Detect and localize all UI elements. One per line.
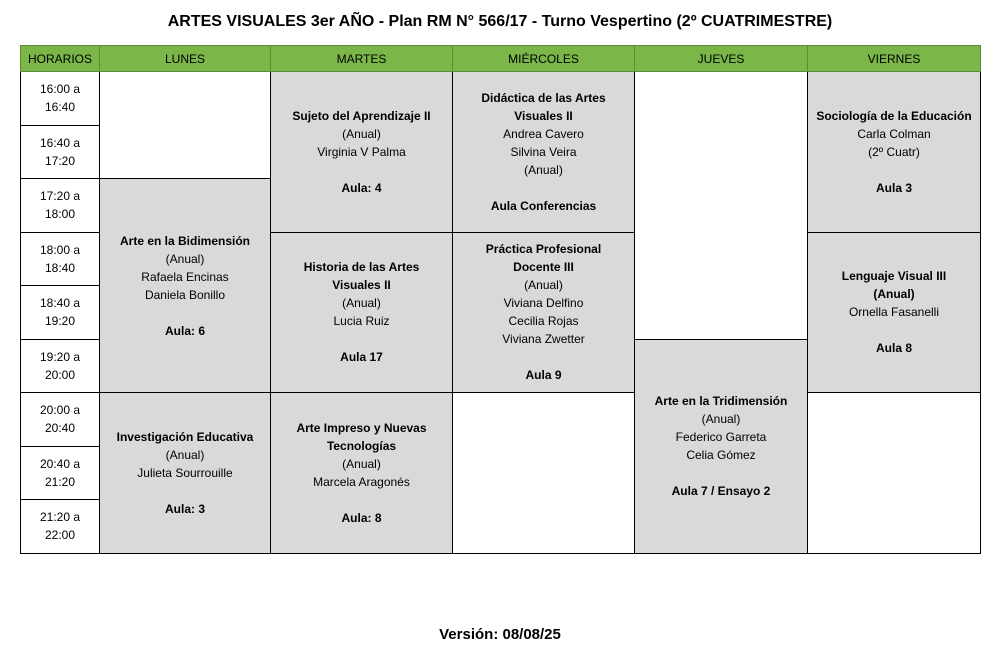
header-jueves: JUEVES <box>635 46 808 72</box>
time-slot: 16:00 a 16:40 <box>21 72 100 126</box>
time-slot: 21:20 a 22:00 <box>21 500 100 554</box>
empty-cell <box>635 72 808 340</box>
schedule-table <box>20 45 981 554</box>
class-cell-investigacion: Investigación Educativa (Anual) Julieta Sourrouille Aula: 3 <box>100 393 271 554</box>
table-row <box>21 72 981 126</box>
empty-cell <box>100 72 271 179</box>
time-slot: 17:20 a 18:00 <box>21 179 100 233</box>
class-cell-practica-profesional: Práctica Profesional Docente III (Anual) Viviana Delfino Cecilia Rojas Viviana Zwetter Aula 9 <box>453 232 635 393</box>
empty-cell <box>808 393 981 554</box>
class-cell-didactica: Didáctica de las Artes Visuales II Andrea Cavero Silvina Veira (Anual) Aula Conferencias <box>453 72 635 233</box>
table-row <box>21 393 981 447</box>
time-slot: 18:40 a 19:20 <box>21 286 100 340</box>
page-title: ARTES VISUALES 3er AÑO - Plan RM N° 566/17 - Turno Vespertino (2º CUATRIMESTRE) <box>167 13 833 30</box>
empty-cell <box>453 393 635 554</box>
header-martes: MARTES <box>271 46 453 72</box>
header-viernes: VIERNES <box>808 46 981 72</box>
class-cell-sujeto-aprendizaje: Sujeto del Aprendizaje II (Anual) Virginia V Palma Aula: 4 <box>271 72 453 233</box>
class-cell-lenguaje-visual: Lenguaje Visual III (Anual) Ornella Fasanelli Aula 8 <box>808 232 981 393</box>
version-label: Versión: 08/08/25 <box>439 626 561 643</box>
time-slot: 18:00 a 18:40 <box>21 232 100 286</box>
header-lunes: LUNES <box>100 46 271 72</box>
class-cell-tridimension: Arte en la Tridimensión (Anual) Federico Garreta Celia Gómez Aula 7 / Ensayo 2 <box>635 339 808 553</box>
header-row <box>21 46 981 72</box>
class-cell-historia-artes: Historia de las Artes Visuales II (Anual) Lucia Ruiz Aula 17 <box>271 232 453 393</box>
class-cell-arte-impreso: Arte Impreso y Nuevas Tecnologías (Anual) Marcela Aragonés Aula: 8 <box>271 393 453 554</box>
class-cell-sociologia: Sociología de la Educación Carla Colman (2º Cuatr) Aula 3 <box>808 72 981 233</box>
time-slot: 16:40 a 17:20 <box>21 125 100 179</box>
header-miercoles: MIÉRCOLES <box>453 46 635 72</box>
time-slot: 19:20 a 20:00 <box>21 339 100 393</box>
header-horarios: HORARIOS <box>21 46 100 72</box>
time-slot: 20:00 a 20:40 <box>21 393 100 447</box>
time-slot: 20:40 a 21:20 <box>21 446 100 500</box>
class-cell-bidimension: Arte en la Bidimensión (Anual) Rafaela Encinas Daniela Bonillo Aula: 6 <box>100 179 271 393</box>
